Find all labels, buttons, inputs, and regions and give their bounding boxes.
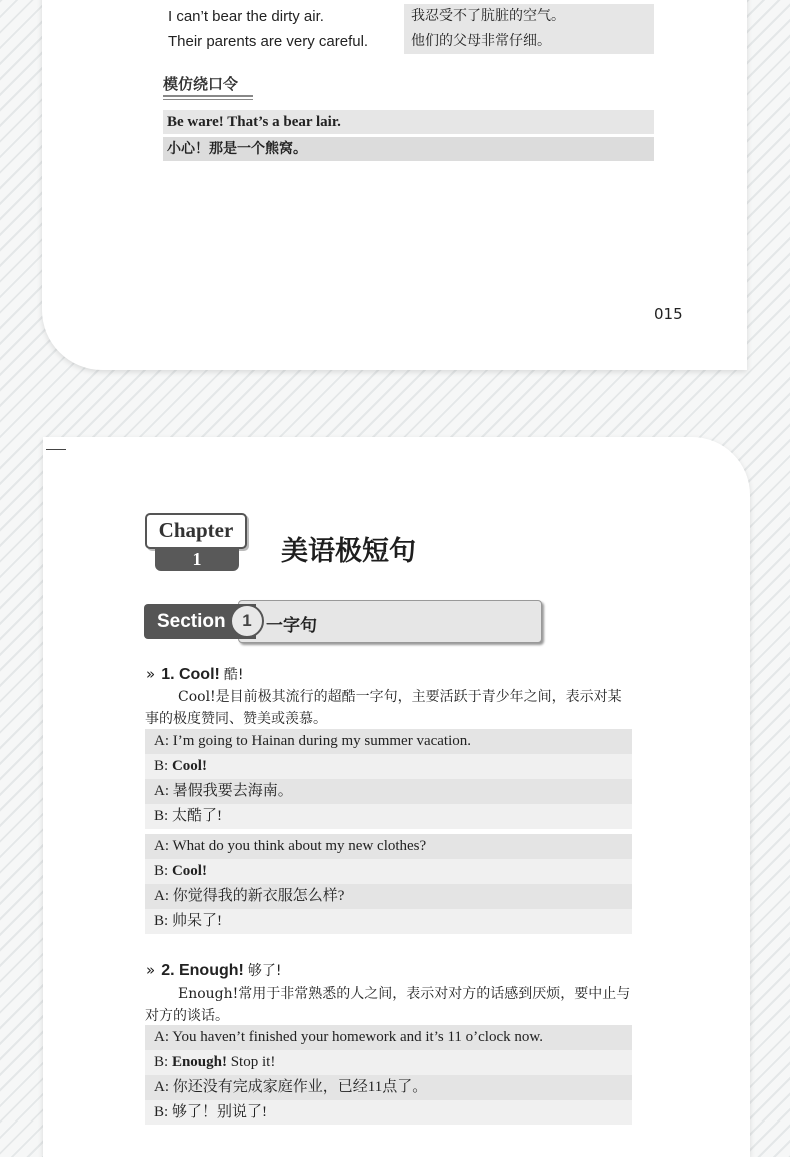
item-heading-en: 1. Cool! (161, 666, 220, 683)
chapter-title: 美语极短句 (281, 536, 416, 567)
dialogue-line (145, 834, 632, 859)
tongue-twister-english: Be ware! That’s a bear lair. (163, 110, 654, 134)
speaker-label: A: (154, 1029, 169, 1045)
chevron-icon: » (146, 665, 156, 683)
section-label: Section (144, 604, 256, 639)
speaker-label: A: (154, 888, 169, 904)
item-heading (146, 664, 243, 684)
dialogue-text: 暑假我要去海南。 (172, 783, 293, 799)
item-heading-cn: 酷! (223, 667, 244, 683)
chapter-badge (145, 513, 247, 571)
dialogue-block (145, 1025, 632, 1125)
chinese-translation: 我忍受不了肮脏的空气。 (404, 4, 654, 29)
dialogue-line (145, 779, 632, 804)
item-explanation: Enough!常用于非常熟悉的人之间，表示对对方的话感到厌烦，要中止与对方的谈话。 (145, 986, 631, 1024)
speaker-label: B: (154, 758, 169, 774)
dialogue-line (145, 859, 632, 884)
speaker-label: B: (154, 863, 169, 879)
dialogue-text: 太酷了! (171, 808, 222, 824)
sentence-pair-table (163, 4, 654, 54)
dialogue-line (145, 729, 632, 754)
dialogue-line (145, 1025, 632, 1050)
dialogue-line (145, 1050, 632, 1075)
key-phrase: Cool! (171, 758, 207, 774)
item-heading-en: 2. Enough! (161, 962, 244, 979)
dialogue-line (145, 909, 632, 934)
speaker-label: A: (154, 838, 169, 854)
dialogue-text: 够了！别说了! (171, 1104, 267, 1120)
item-heading-cn: 够了! (247, 963, 282, 979)
dialogue-block (145, 729, 632, 829)
sentence-pair (163, 29, 654, 54)
dialogue-text: Stop it! (226, 1054, 276, 1070)
crop-mark (46, 449, 66, 450)
chinese-translation: 他们的父母非常仔细。 (404, 29, 654, 54)
speaker-label: B: (154, 1054, 169, 1070)
dialogue-text: You haven’t finished your homework and it’s 11 o’clock now. (172, 1029, 543, 1045)
dialogue-line (145, 1075, 632, 1100)
title-underline (163, 99, 253, 100)
sentence-pair (163, 4, 654, 29)
dialogue-block (145, 834, 632, 934)
speaker-label: B: (154, 913, 169, 929)
speaker-label: B: (154, 1104, 169, 1120)
key-phrase: Cool! (171, 863, 207, 879)
title-underline (163, 95, 253, 97)
item-explanation: Cool!是目前极其流行的超酷一字句，主要活跃于青少年之间，表示对某事的极度赞同、赞美或羡慕。 (145, 689, 622, 727)
dialogue-line (145, 804, 632, 829)
dialogue-text: What do you think about my new clothes? (172, 838, 427, 854)
page-number: 015 (654, 305, 683, 323)
dialogue-text: I’m going to Hainan during my summer vacation. (172, 733, 472, 749)
tongue-twister-chinese: 小心！那是一个熊窝。 (163, 137, 654, 161)
item-heading (146, 960, 281, 980)
speaker-label: B: (154, 808, 169, 824)
english-sentence: I can’t bear the dirty air. (168, 8, 324, 25)
speaker-label: A: (154, 783, 169, 799)
speaker-label: A: (154, 733, 169, 749)
section-title: 一字句 (266, 616, 317, 636)
chevron-icon: » (146, 961, 156, 979)
section-header (144, 600, 541, 643)
dialogue-text: 帅呆了! (171, 913, 222, 929)
top-page (42, 0, 747, 370)
english-sentence: Their parents are very careful. (168, 33, 369, 50)
dialogue-line (145, 1100, 632, 1125)
dialogue-line (145, 884, 632, 909)
dialogue-line (145, 754, 632, 779)
section-number: 1 (230, 604, 264, 638)
chapter-label: Chapter (145, 513, 247, 549)
dialogue-text: 你还没有完成家庭作业，已经11点了。 (172, 1079, 428, 1095)
dialogue-text: 你觉得我的新衣服怎么样? (172, 888, 345, 904)
key-phrase: Enough! (171, 1054, 227, 1070)
speaker-label: A: (154, 1079, 169, 1095)
tongue-twister-title: 模仿绕口令 (163, 75, 239, 93)
bottom-page (43, 437, 750, 1157)
chapter-number: 1 (155, 547, 239, 571)
